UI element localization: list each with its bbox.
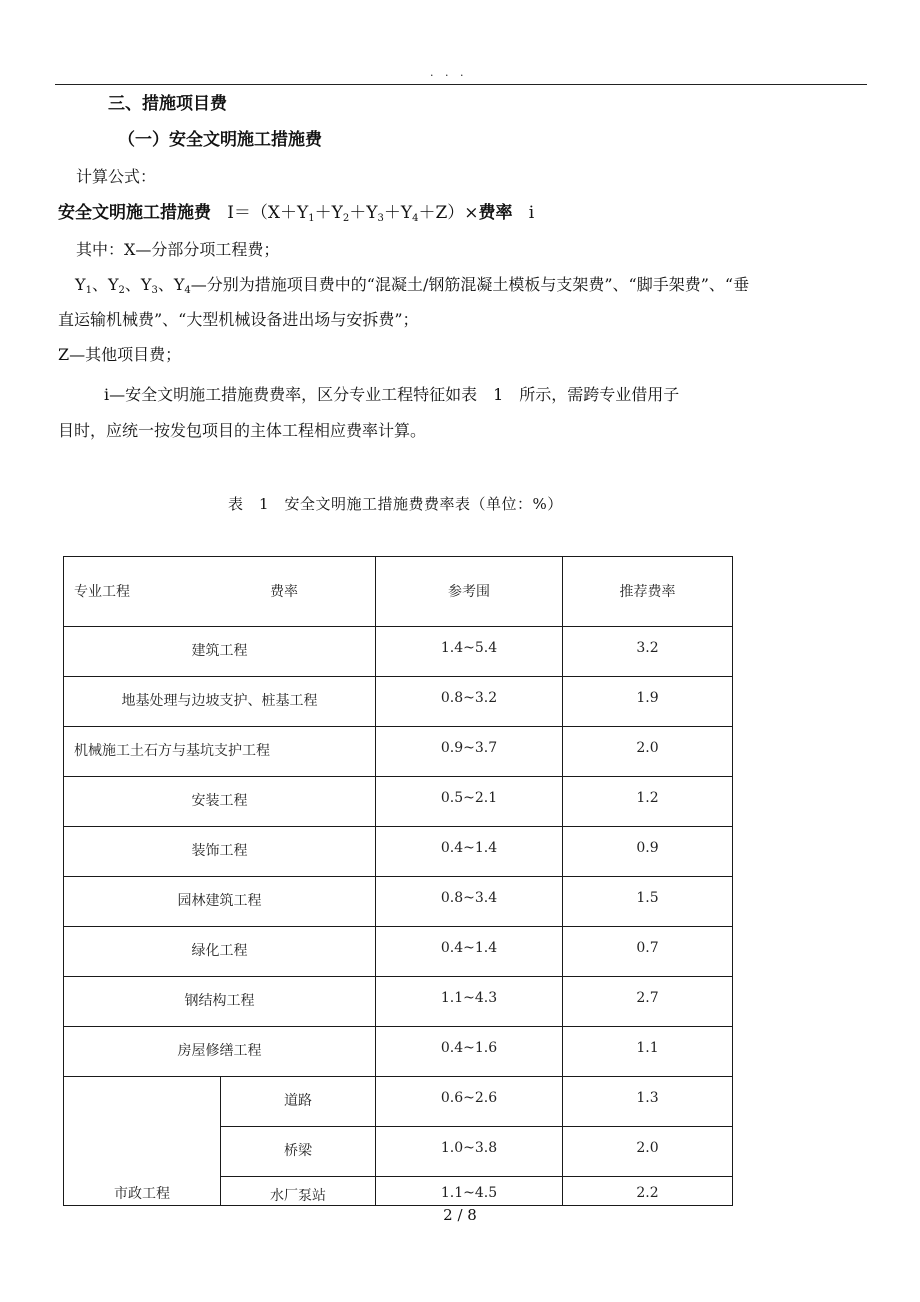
y-sub-1: 1 <box>85 285 92 296</box>
table-row <box>64 977 733 1027</box>
table-row <box>64 827 733 877</box>
subsection-title: （一）安全文明施工措施费 <box>118 130 322 150</box>
header-rate: 费率 <box>270 584 298 600</box>
row-project-name: 绿化工程 <box>64 927 376 977</box>
municipal-group: 市政工程 <box>64 1077 221 1206</box>
section-title: 三、措施项目费 <box>108 94 227 114</box>
row-range: 0.4~1.4 <box>376 827 563 877</box>
sub-4: 4 <box>412 213 419 224</box>
row-range: 0.4~1.6 <box>376 1027 563 1077</box>
y-sub-2: 2 <box>118 285 125 296</box>
municipal-range: 0.6~2.6 <box>376 1077 563 1127</box>
row-rate: 0.9 <box>563 827 733 877</box>
row-rate: 0.7 <box>563 927 733 977</box>
row-rate: 3.2 <box>563 627 733 677</box>
header-recommended: 推荐费率 <box>563 557 733 627</box>
table-row <box>64 727 733 777</box>
table-row <box>64 877 733 927</box>
table-row <box>64 677 733 727</box>
formula-index: i <box>528 203 535 223</box>
table-row <box>64 927 733 977</box>
x-definition: 其中：X—分部分项工程费； <box>76 240 280 259</box>
i-definition: i—安全文明施工措施费费率，区分专业工程特征如表 1 所示，需跨专业借用子 <box>104 385 680 404</box>
municipal-range: 1.0~3.8 <box>376 1127 563 1177</box>
row-project-name: 机械施工土石方与基坑支护工程 <box>64 727 376 777</box>
header-project: 专业工程 <box>74 584 130 600</box>
formula-p1: ＋Y <box>314 203 343 223</box>
row-range: 0.9~3.7 <box>376 727 563 777</box>
y-a: Y <box>75 275 86 294</box>
y-definition-cont: 直运输机械费”、“大型机械设备进出场与安拆费”； <box>58 310 419 329</box>
row-range: 0.8~3.2 <box>376 677 563 727</box>
y-definition <box>75 275 749 295</box>
municipal-rate: 2.2 <box>563 1177 733 1206</box>
sub-1: 1 <box>308 213 315 224</box>
y-b: 、Y <box>91 275 119 294</box>
municipal-rate: 1.3 <box>563 1077 733 1127</box>
table-row <box>64 1027 733 1077</box>
formula-p2: ＋Y <box>349 203 378 223</box>
sub-2: 2 <box>342 213 350 224</box>
z-definition: Z—其他项目费； <box>58 345 182 364</box>
municipal-name: 水厂泵站 <box>221 1177 376 1206</box>
row-range: 0.8~3.4 <box>376 877 563 927</box>
row-range: 0.5~2.1 <box>376 777 563 827</box>
table-row <box>64 1077 733 1127</box>
formula-label: 计算公式： <box>76 167 157 186</box>
y-d: 、Y <box>157 275 185 294</box>
municipal-range: 1.1~4.5 <box>376 1177 563 1206</box>
sub-3: 3 <box>377 213 384 224</box>
table-row <box>64 777 733 827</box>
y-sub-3: 3 <box>151 285 158 296</box>
rate-table <box>63 556 733 1206</box>
row-project-name: 钢结构工程 <box>64 977 376 1027</box>
row-rate: 1.9 <box>563 677 733 727</box>
municipal-rate: 2.0 <box>563 1127 733 1177</box>
row-range: 1.4~5.4 <box>376 627 563 677</box>
header-range: 参考围 <box>376 557 563 627</box>
formula-eq-end: ＋Z）× <box>418 203 479 223</box>
table-caption: 表 1 安全文明施工措施费费率表（单位：%） <box>228 495 563 513</box>
row-rate: 2.7 <box>563 977 733 1027</box>
formula-eq-start: I＝（X＋Y <box>227 203 309 223</box>
row-range: 0.4~1.4 <box>376 927 563 977</box>
row-project-name: 地基处理与边坡支护、桩基工程 <box>64 677 376 727</box>
header-project-rate <box>64 557 376 627</box>
row-project-name: 安装工程 <box>64 777 376 827</box>
y-rest: —分别为措施项目费中的“混凝土/钢筋混凝土模板与支架费”、“脚手架费”、“垂 <box>190 275 750 294</box>
formula-p3: ＋Y <box>383 203 413 223</box>
municipal-name: 道路 <box>221 1077 376 1127</box>
formula-left: 安全文明施工措施费 <box>58 203 211 223</box>
row-project-name: 装饰工程 <box>64 827 376 877</box>
row-project-name: 建筑工程 <box>64 627 376 677</box>
header-row <box>64 557 733 627</box>
y-c: 、Y <box>124 275 152 294</box>
formula-line <box>58 203 534 223</box>
formula-rate-word: 费率 <box>478 203 513 223</box>
row-range: 1.1~4.3 <box>376 977 563 1027</box>
row-project-name: 房屋修缮工程 <box>64 1027 376 1077</box>
row-rate: 1.2 <box>563 777 733 827</box>
row-rate: 1.1 <box>563 1027 733 1077</box>
y-sub-4: 4 <box>184 285 191 296</box>
row-rate: 1.5 <box>563 877 733 927</box>
header-dots: . . . <box>430 66 468 79</box>
row-rate: 2.0 <box>563 727 733 777</box>
header-rule <box>55 84 867 85</box>
row-project-name: 园林建筑工程 <box>64 877 376 927</box>
page-number: 2 / 8 <box>443 1206 477 1224</box>
municipal-name: 桥梁 <box>221 1127 376 1177</box>
i-definition-cont: 目时，应统一按发包项目的主体工程相应费率计算。 <box>58 421 427 440</box>
table-row <box>64 627 733 677</box>
